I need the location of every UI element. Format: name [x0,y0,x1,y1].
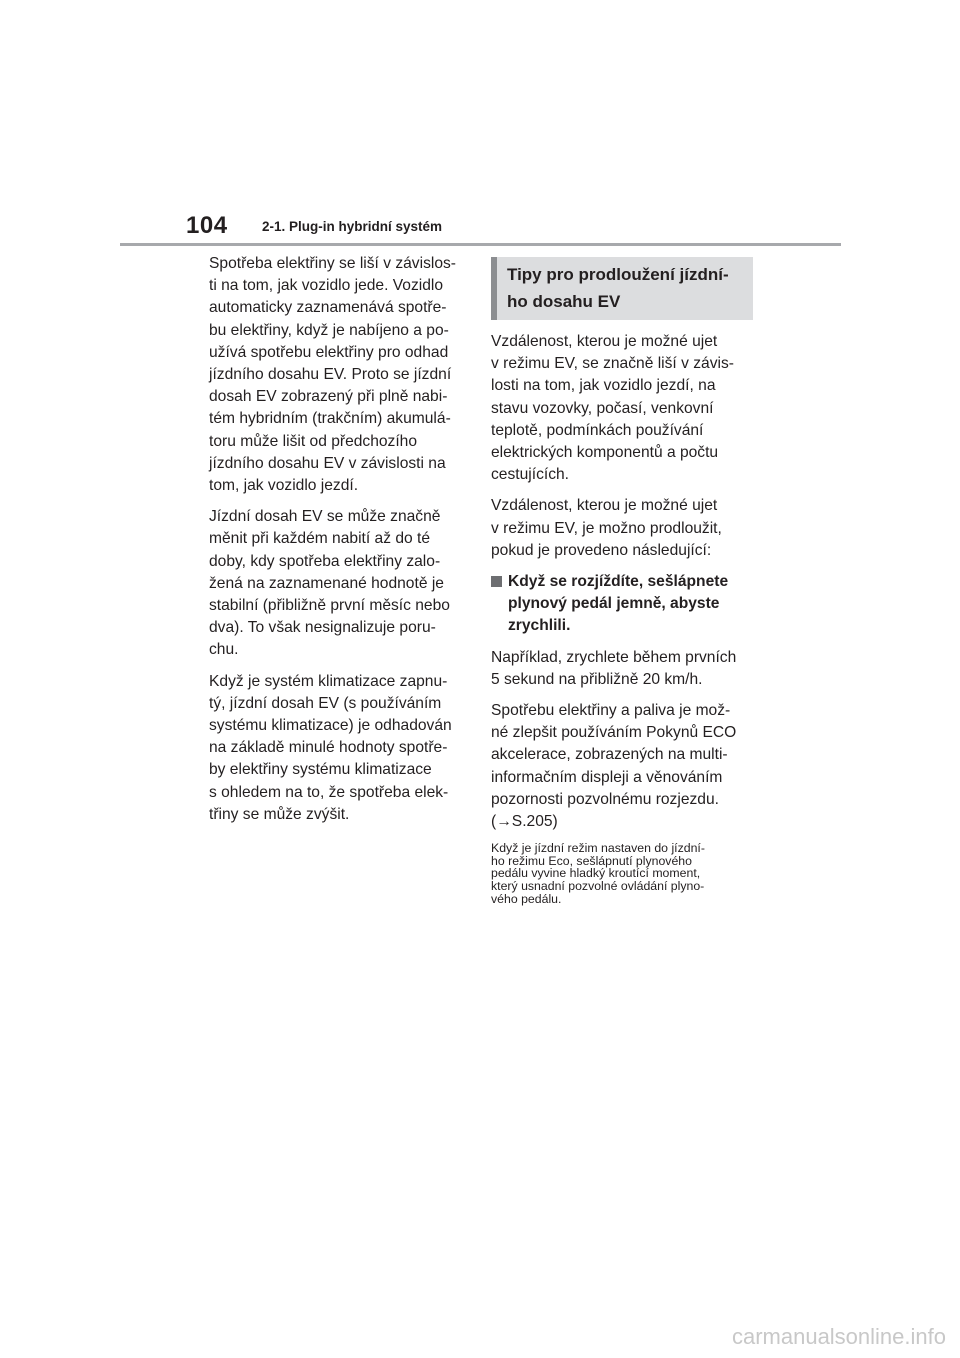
chapter-title: 2-1. Plug-in hybridní systém [262,219,443,234]
paragraph: Když je systém klimatizace zapnu- tý, jízdní dosah EV (s používáním systému klimatizace) je odhadován na základě minulé hodnoty spotře- by elektřiny systému klimatizace s ohledem na to, že spotřeba elek- třiny se může zvýšit. [209,672,452,823]
paragraph: Vzdálenost, kterou je možné ujet v režimu EV, se značně liší v závis- losti na tom, jak vozidlo jezdí, na stavu vozovky, počasí, venkovní teplotě, podmínkách používání elektrických komponentů a počtu cestujících. [491,333,734,484]
square-bullet-icon [491,576,502,587]
section-heading-box [491,257,753,320]
paragraph: Spotřebu elektřiny a paliva je mož- né zlepšit používáním Pokynů ECO akcelerace, zobrazených na multi- informačním displeji a věnováním pozornosti pozvolnému rozjezdu. (→S.205) [491,702,737,831]
page-number: 104 [186,212,228,239]
paragraph: Spotřeba elektřiny se liší v závislos- ti na tom, jak vozidlo jede. Vozidlo automaticky zaznamenává spotře- bu elektřiny, když je nabíjeno a po- užívá spotřebu elektřiny pro odhad jízdního dosahu EV. Proto se jízdní dosah EV zobrazený při plně nabi- tém hybridním (trakčním) akumulá- toru může lišit od předchozího jízdního dosahu EV v závislosti na tom, jak vozidlo jezdí. [209,255,456,495]
bullet-heading-text: Když se rozjíždíte, sešlápnete plynový pedál jemně, abyste zrychlili. [508,573,729,635]
header-rule [120,243,841,246]
left-column [209,253,467,835]
note: Když je jízdní režim nastaven do jízdní- ho režimu Eco, sešlápnutí plynového pedálu vyvine hladký kroutící moment, který usnadní pozvolné ovládání plyno- vého pedálu. [491,841,705,906]
paragraph: Vzdálenost, kterou je možné ujet v režimu EV, je možno prodloužit, pokud je provedeno následující: [491,497,722,559]
right-column [491,257,753,905]
section-title: Tipy pro prodloužení jízdní- ho dosahu EV [507,265,729,311]
watermark: carmanualsonline.info [731,1324,946,1349]
paragraph: Například, zrychlete během prvních 5 sekund na přibližně 20 km/h. [491,648,737,688]
paragraph: Jízdní dosah EV se může značně měnit při každém nabití až do té doby, kdy spotřeba elektřiny zalo- žená na zaznamenané hodnotě je stabilní (přibližně první měsíc nebo dva). To však nesignalizuje poru- chu. [209,508,450,659]
bullet-heading [491,571,753,638]
